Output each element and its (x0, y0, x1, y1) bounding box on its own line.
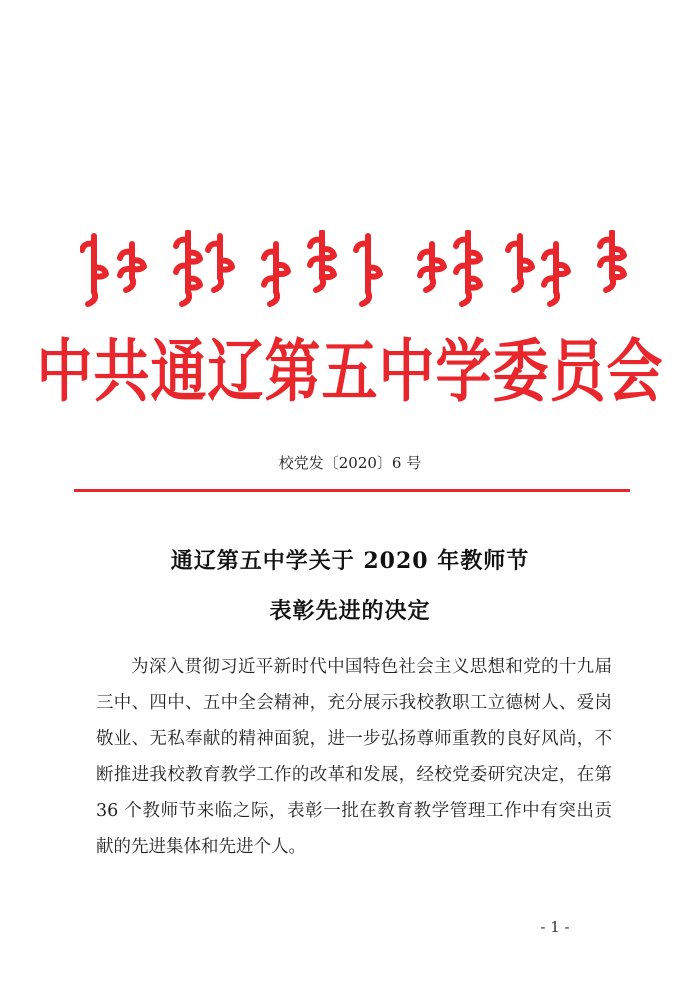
mongolian-glyph-stroke (550, 292, 557, 304)
mongolian-script-logo (80, 230, 640, 310)
body-paragraph: 为深入贯彻习近平新时代中国特色社会主义思想和党的十九届三中、四中、五中全会精神，充分展示我校教职工立德树人、爱岗敬业、无私奉献的精神面貌，进一步弘扬尊师重教的良好风尚，不断推进我校教育教学工作的改革和发展，经校党委研究决定，在第 36 个教师节来临之际，表彰一批在教育教学管理工作中有突出贡献的先进集体和先进个人。 (96, 657, 612, 857)
document-number: 校党发〔2020〕6 号 (278, 454, 422, 472)
mongolian-glyph-stroke (214, 278, 221, 290)
mongolian-glyph-stroke (462, 292, 469, 304)
document-title-line-1: 通辽第五中学关于 2020 年教师节 (170, 548, 530, 574)
mongolian-glyph-stroke (316, 278, 323, 290)
page-number: - 1 - (540, 918, 570, 936)
mongolian-glyph-stroke (362, 292, 369, 304)
mongolian-glyph-stroke (426, 278, 433, 290)
red-divider (74, 489, 630, 492)
mongolian-glyph-stroke (514, 278, 521, 290)
org-title: 中共通辽第五中学委员会 (36, 331, 664, 412)
mongolian-glyph-stroke (606, 278, 613, 290)
document-title-line-2: 表彰先进的决定 (269, 598, 431, 624)
mongolian-glyph-stroke (182, 292, 189, 304)
mongolian-glyph-stroke (88, 292, 95, 304)
mongolian-glyph-stroke (126, 278, 133, 290)
mongolian-glyph-stroke (270, 292, 277, 304)
